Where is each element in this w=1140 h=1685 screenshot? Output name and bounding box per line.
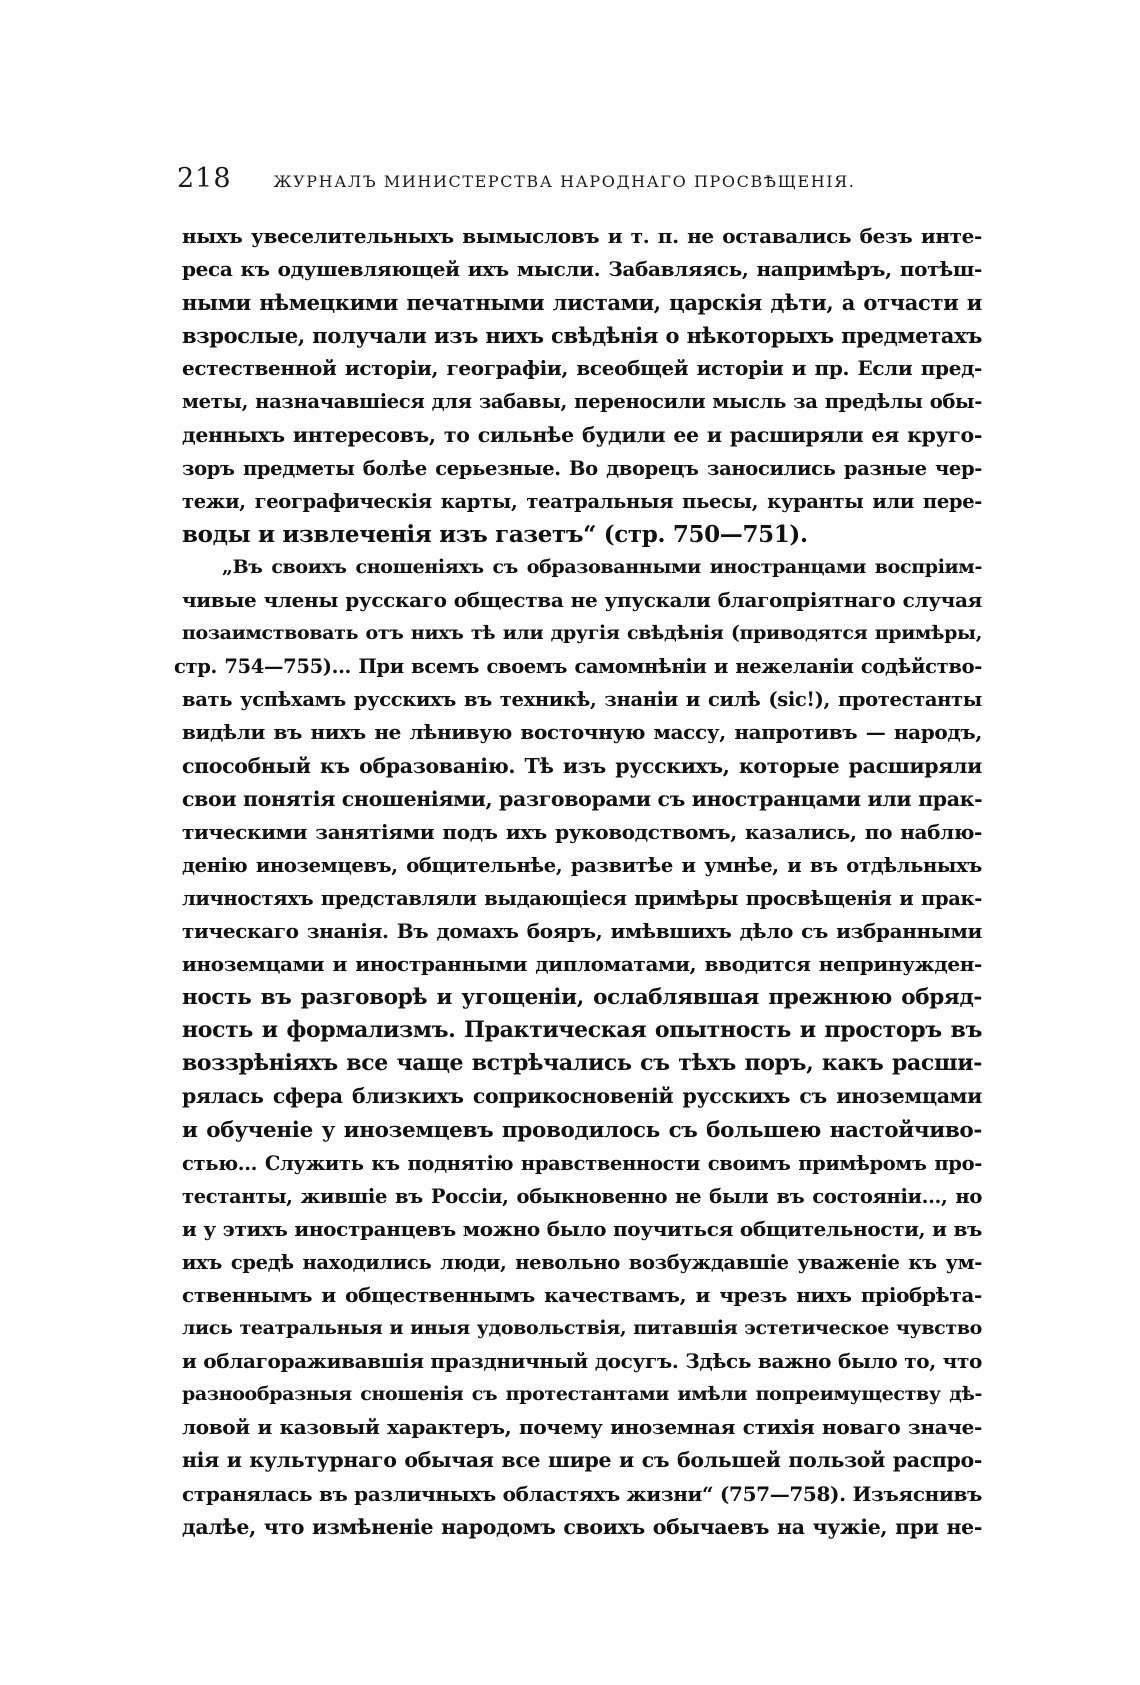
text-line: тестанты, жившіе въ Россіи, обыкновенно не были въ состояніи..., но <box>182 1184 982 1208</box>
text-line: свои понятія сношеніями, разговорами съ иностранцами или прак- <box>182 786 982 811</box>
text-line: ственнымъ и общественнымъ качествамъ, и чрезъ нихъ пріобрѣта- <box>182 1283 982 1307</box>
text-line: тическаго знанія. Въ домахъ бояръ, имѣвшихъ дѣло съ избранными <box>182 918 982 943</box>
paragraph-start-line: „Въ своихъ сношеніяхъ съ образованными иностранцами воспріим- <box>222 555 982 578</box>
text-line: денію иноземцевъ, общительнѣе, развитѣе и умнѣе, и въ отдѣльныхъ <box>182 853 982 877</box>
text-line: ихъ средѣ находились люди, невольно возбуждавшіе уваженіе къ ум- <box>182 1250 982 1274</box>
text-line: лись театральныя и иныя удовольствія, питавшія эстетическое чувство <box>182 1317 982 1340</box>
text-line: иноземцами и иностранными дипломатами, вводится непринужден- <box>182 952 982 977</box>
text-line: ность въ разговорѣ и угощеніи, ослаблявшая прежнюю обряд- <box>182 985 982 1011</box>
text-line: и у этихъ иностранцевъ можно было поучиться общительности, и въ <box>182 1216 982 1241</box>
text-line: тическими занятіями подъ ихъ руководствомъ, казались, по наблю- <box>182 819 982 844</box>
text-line: чивые члены русскаго общества не упускали благопріятнаго случая <box>182 588 982 613</box>
text-line: ловой и казовый характеръ, почему иноземная стихія новаго значе- <box>182 1415 982 1440</box>
body-text <box>174 220 982 1540</box>
journal-title: ЖУРНАЛЪ МИНИСТЕРСТВА НАРОДНАГО ПРОСВѢЩЕНІЯ. <box>273 172 856 191</box>
text-line: странялась въ различныхъ областяхъ жизни“ (757—758). Изъяснивъ <box>182 1481 982 1506</box>
paragraph-end-line: воды и извлеченія изъ газетъ“ (стр. 750—751). <box>182 520 808 548</box>
text-line: ными нѣмецкими печатными листами, царскія дѣти, а отчасти и <box>182 290 982 316</box>
text-line: ность и формализмъ. Практическая опытность и просторъ въ <box>182 1017 982 1044</box>
text-line: тежи, географическія карты, театральныя пьесы, куранты или пере- <box>182 489 982 513</box>
text-line: ныхъ увеселительныхъ вымысловъ и т. п. не оставались безъ инте- <box>182 224 982 248</box>
page-number: 218 <box>177 163 232 194</box>
text-line: далѣе, что измѣненіе народомъ своихъ обычаевъ на чужіе, при не- <box>182 1514 982 1539</box>
text-line: способный къ образованію. Тѣ изъ русскихъ, которые расширяли <box>182 753 982 778</box>
text-line: разнообразныя сношенія съ протестантами имѣли попреимуществу дѣ- <box>182 1383 982 1406</box>
text-line: нія и культурнаго обычая все шире и съ большей пользой распро- <box>182 1448 982 1473</box>
text-line: воззрѣніяхъ все чаще встрѣчались съ тѣхъ поръ, какъ расши- <box>182 1050 982 1077</box>
text-line: реса къ одушевляющей ихъ мысли. Забавляясь, напримѣръ, потѣш- <box>182 257 982 282</box>
text-line: вать успѣхамъ русскихъ въ техникѣ, знаніи и силѣ (sic!), протестанты <box>182 688 982 712</box>
text-line: меты, назначавшіеся для забавы, переносили мысль за предѣлы обы- <box>182 390 982 414</box>
text-line: денныхъ интересовъ, то сильнѣе будили ее и расширяли ея круго- <box>182 422 982 447</box>
text-line: позаимствовать отъ нихъ тѣ или другія свѣдѣнія (приводятся примѣры, <box>182 622 982 645</box>
text-line: и обученіе у иноземцевъ проводилось съ большею настойчиво- <box>182 1117 982 1143</box>
text-line: стью... Служить къ поднятію нравственности своимъ примѣромъ про- <box>182 1151 982 1175</box>
text-line: видѣли въ нихъ не лѣнивую восточную массу, напротивъ — народъ, <box>182 720 982 745</box>
text-line: естественной исторіи, географіи, всеобщей исторіи и пр. Если пред- <box>182 356 982 381</box>
text-line: стр. 754—755)... При всемъ своемъ самомнѣніи и нежеланіи содѣйство- <box>174 655 982 679</box>
text-line: зоръ предметы болѣе серьезные. Во дворецъ заносились разные чер- <box>182 456 982 480</box>
text-line: рялась сфера близкихъ соприкосновеній русскихъ съ иноземцами <box>182 1084 982 1109</box>
text-line: личностяхъ представляли выдающіеся примѣры просвѣщенія и прак- <box>182 886 982 910</box>
running-head <box>177 163 982 199</box>
text-line: взрослые, получали изъ нихъ свѣдѣнія о нѣкоторыхъ предметахъ <box>182 323 982 349</box>
text-line: и облагораживавшія праздничный досугъ. Здѣсь важно было то, что <box>182 1349 982 1374</box>
